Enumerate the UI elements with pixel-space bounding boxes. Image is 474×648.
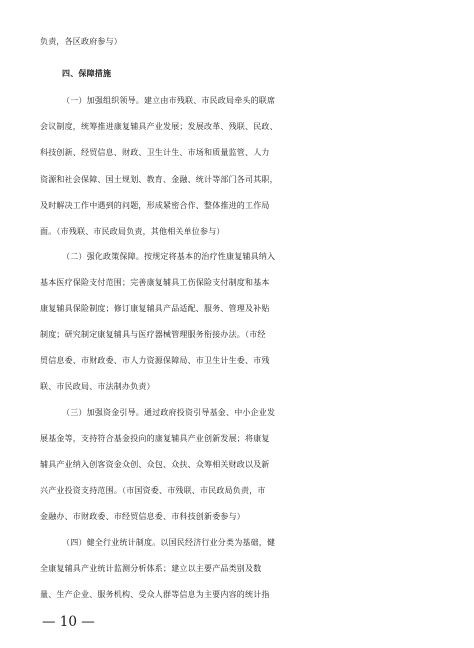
paragraph-1-line-1: （一）加强组织领导。建立由市残联、市民政局牵头的联席	[62, 96, 276, 105]
paragraph-3-line-1: （三）加强资金引导。通过政府投资引导基金、中小企业发	[62, 408, 276, 417]
paragraph-1-line-2: 会议制度，统筹推进康复辅具产业发展；发展改革、残联、民政、	[40, 122, 278, 131]
paragraph-1-line-5: 及时解决工作中遇到的问题，形成紧密合作、整体推进的工作局	[40, 201, 270, 210]
paragraph-3-line-5: 金融办、市财政委、市经贸信息委、市科技创新委参与）	[40, 512, 245, 521]
paragraph-4-line-2: 全康复辅具产业统计监测分析体系；建立以主要产品类别及数	[40, 564, 262, 573]
text-line: 负责，各区政府参与）	[40, 37, 122, 46]
section-heading: 四、保障措施	[62, 69, 112, 78]
paragraph-3-line-2: 展基金等，支持符合基金投向的康复辅具产业创新发展；将康复	[40, 434, 270, 443]
paragraph-2-line-3: 康复辅具保险制度；修订康复辅具产品适配、服务、管理及补贴	[40, 304, 270, 313]
paragraph-2-line-5: 贸信息委、市财政委、市人力资源保障局、市卫生计生委、市残	[40, 356, 270, 365]
paragraph-4-line-1: （四）健全行业统计制度。以国民经济行业分类为基础，健	[62, 538, 276, 547]
paragraph-1-line-3: 科技创新、经贸信息、财政、卫生计生、市场和质量监管、人力	[40, 148, 270, 157]
paragraph-3-line-3: 辅具产业纳入创客资金众创、众包、众扶、众筹相关财政以及新	[40, 460, 270, 469]
paragraph-2-line-4: 制度；研究制定康复辅具与医疗器械管理服务衔接办法。（市经	[40, 330, 266, 339]
page-number: — 10 —	[42, 614, 95, 630]
paragraph-3-line-4: 兴产业投资支持范围。（市国资委、市残联、市民政局负责，市	[40, 486, 266, 495]
paragraph-4-line-3: 量、生产企业、服务机构、受众人群等信息为主要内容的统计指	[40, 590, 270, 599]
paragraph-1-line-6: 面。（市残联、市民政局负责，其他相关单位参与）	[40, 227, 225, 236]
paragraph-1-line-4: 资源和社会保障、国土规划、教育、金融、统计等部门各司其职，	[40, 175, 278, 184]
paragraph-2-line-1: （二）强化政策保障。按规定将基本的治疗性康复辅具纳入	[62, 252, 276, 261]
paragraph-2-line-2: 基本医疗保险支付范围；完善康复辅具工伤保险支付制度和基本	[40, 278, 270, 287]
paragraph-2-line-6: 联、市民政局、市法制办负责）	[40, 382, 155, 391]
